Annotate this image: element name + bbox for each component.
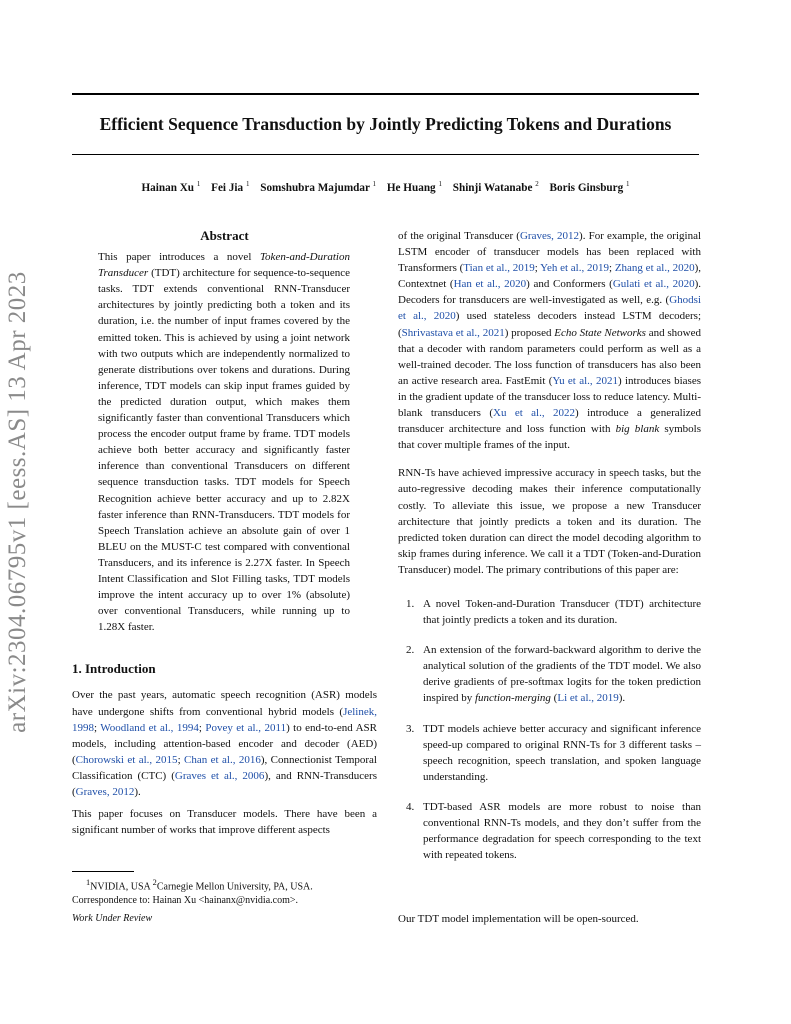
intro-paragraph-1: Over the past years, automatic speech recognition (ASR) models have undergone shifts from conventional hybrid models (Jelinek, 1998; Woodland et al., 1994; Povey et al., 2011) to end-to-end ASR models, including attention-based encoder and decoder (AED) (Chorowski et al., 2015; Chan et al., 2016), Connectionist Temporal Classification (CTC) (Graves et al., 2006), and RNN-Transducers (Graves, 2012). xyxy=(72,689,377,798)
list-item: 1. A novel Token-and-Duration Transducer (TDT) architecture that jointly predicts a token and its duration. xyxy=(406,597,701,627)
footer-status: Work Under Review xyxy=(72,913,153,924)
right-paragraph-2: RNN-Ts have achieved impressive accuracy in speech tasks, but the auto-regressive decoding makes their inference computationally costly. To alleviate this issue, we propose a new Transducer architecture that jointly predicts a token and its duration. The predicted token duration can direct the model decoding algorithm to skip frames during inference. We call it a TDT (Token-and-Duration Transducer) model. The primary contributions of this paper are: xyxy=(398,467,701,576)
citation-link[interactable]: Shrivastava et al., 2021 xyxy=(401,326,505,339)
citation-link[interactable]: Ghodsi et al., 2020 xyxy=(398,294,701,323)
arxiv-side-stamp: arXiv:2304.06795v1 [eess.AS] 13 Apr 2023 xyxy=(4,271,31,733)
citation-link[interactable]: Gulati et al., 2020 xyxy=(612,278,695,291)
citation-link[interactable]: Zhang et al., 2020 xyxy=(614,262,695,275)
intro-paragraph-2: This paper focuses on Transducer models. There have been a significant number of works that improve different aspects xyxy=(72,808,377,837)
author: He Huang $^1$ xyxy=(386,180,442,194)
citation-link[interactable]: Graves et al., 2006 xyxy=(174,769,265,782)
citation-link[interactable]: Yu et al., 2021 xyxy=(552,374,618,387)
author: Hainan Xu $^1$ xyxy=(141,180,201,194)
citation-link[interactable]: Jelinek, 1998 xyxy=(72,705,377,734)
left-column xyxy=(72,228,377,844)
citation-link[interactable]: Chorowski et al., 2015 xyxy=(75,753,178,766)
citation-link[interactable]: Xu et al., 2022 xyxy=(493,407,576,420)
affiliation-footnote: $^1$NVIDIA, USA $^2$Carnegie Mellon University, PA, USA. Correspondence to: Hainan Xu <hainanx@nvidia.com>. xyxy=(72,878,313,906)
citation-link[interactable]: Chan et al., 2016 xyxy=(184,753,261,766)
list-item: 4. TDT-based ASR models are more robust to noise than conventional RNN-Ts models, and they don’t suffer from the performance degradation for speech corresponding to the text with repeated tokens. xyxy=(406,800,701,862)
author: Shinji Watanabe $^2$ xyxy=(452,180,539,194)
citation-link[interactable]: Povey et al., 2011 xyxy=(205,721,287,734)
contribution-list xyxy=(398,596,701,863)
citation-link[interactable]: Yeh et al., 2019 xyxy=(540,262,609,275)
citation-link[interactable]: Han et al., 2020 xyxy=(453,278,527,291)
right-paragraph-1: of the original Transducer (Graves, 2012). For example, the original LSTM encoder of transducer models has been replaced with Transformers (Tian et al., 2019; Yeh et al., 2019; Zhang et al., 2020), Contextnet (Han et al., 2020) and Conformers (Gulati et al., 2020). Decoders for transducers are well-investigated as well, e.g. (Ghodsi et al., 2020) used stateless decoders instead LSTM decoders; (Shrivastava et al., 2021) proposed Echo State Networks and showed that a decoder with random parameters could perform as well as a well-trained decoder. The loss function of transducers has also been an active research area. FastEmit (Yu et al., 2021) introduces biases in the gradient update of the transducer loss to reduce latency. Multi-blank transducers (Xu et al., 2022) introduce a generalized transducer architecture and loss function with big blank symbols that cover multiple frames of the input. xyxy=(398,230,702,452)
paper-title: Efficient Sequence Transduction by Jointly Predicting Tokens and Durations xyxy=(99,114,672,134)
author-list xyxy=(72,182,699,194)
citation-link[interactable]: Graves, 2012 xyxy=(519,230,580,242)
author: Somshubra Majumdar $^1$ xyxy=(260,180,377,194)
citation-link[interactable]: Tian et al., 2019 xyxy=(463,262,535,275)
author: Boris Ginsburg $^1$ xyxy=(549,180,630,194)
citation-link[interactable]: Graves, 2012 xyxy=(75,786,135,798)
abstract-heading: Abstract xyxy=(200,228,249,243)
closing-sentence: Our TDT model implementation will be open-sourced. xyxy=(398,913,639,925)
title-rule-top xyxy=(72,93,699,95)
citation-link[interactable]: Li et al., 2019 xyxy=(557,692,619,705)
citation-link[interactable]: Woodland et al., 1994 xyxy=(100,721,199,734)
author: Fei Jia $^1$ xyxy=(211,180,250,194)
title-rule-bottom xyxy=(72,154,699,155)
section-heading-introduction: 1. Introduction xyxy=(72,661,156,677)
right-column xyxy=(398,228,701,865)
footnote-rule xyxy=(72,871,134,872)
abstract-text: This paper introduces a novel Token-and-Duration Transducer (TDT) architecture for sequence-to-sequence tasks. TDT extends conventional RNN-Transducer architectures by jointly predicting both a token and its duration, i.e. the number of input frames covered by the emitted token. This is achieved by using a joint network with two outputs which are independently normalized to generate distributions over tokens and durations. During inference, TDT models can skip input frames guided by the predicted duration output, which makes them significantly faster than conventional Transducers which process the encoder output frame by frame. TDT models achieve both better accuracy and significantly faster inference than conventional Transducers on different sequence transduction tasks. TDT models for Speech Recognition achieve better accuracy and up to 2.82X faster inference than RNN-Transducers. TDT models for Speech Translation achieve an absolute gain of over 1 BLEU on the MUST-C test compared with conventional Transducers, and its inference is 2.27X faster. In Speech Intent Classification and Slot Filling tasks, TDT models improve the intent accuracy up to over 1% (absolute) over conventional Transducers, while running up to 1.28X faster. xyxy=(98,251,350,634)
list-item: 2. An extension of the forward-backward algorithm to derive the analytical solution of the gradients of the TDT model. We also derive gradients of pre-softmax logits for the token prediction inspired by function-merging (Li et al., 2019). xyxy=(406,644,701,705)
list-item: 3. TDT models achieve better accuracy and significant inference speed-up compared to original RNN-Ts for 3 different tasks – speech recognition, speech translation, and spoken language understanding. xyxy=(406,722,701,783)
